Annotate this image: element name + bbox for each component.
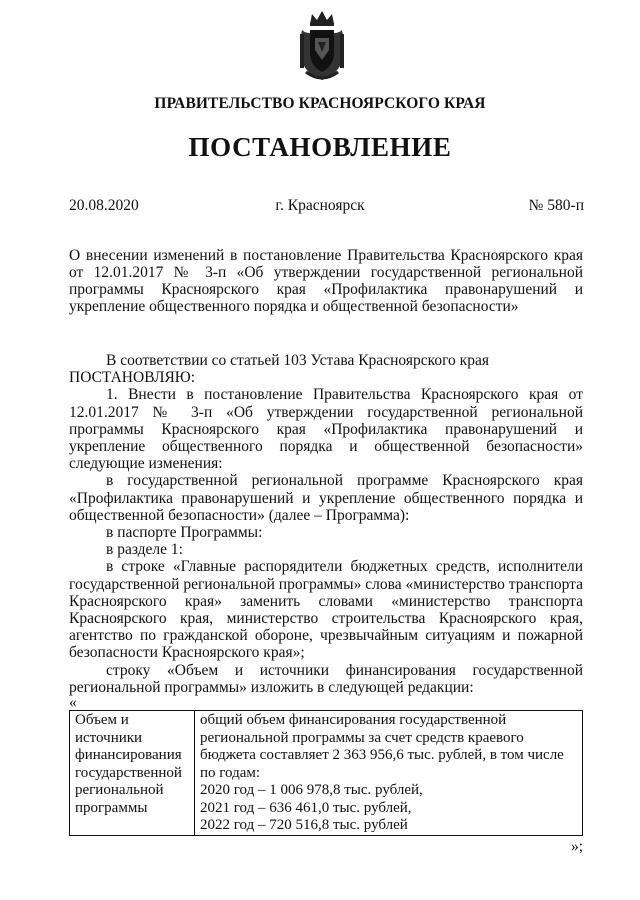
document-body (69, 352, 583, 855)
table-cell-label (70, 711, 195, 836)
label-line: региональной (75, 782, 164, 799)
table-row (70, 711, 583, 836)
document-number: № 580-п (528, 197, 584, 214)
document-city: г. Красноярск (275, 197, 365, 214)
value-line: по годам: (200, 764, 261, 781)
paragraph-section-1: в разделе 1: (106, 541, 183, 559)
label-line: Объем и (75, 712, 129, 729)
value-line: 2022 год – 720 516,8 тыс. рублей (200, 817, 408, 834)
label-line: финансирования (75, 747, 182, 764)
paragraph-passport: в паспорте Программы: (106, 524, 263, 542)
value-line: региональной программы за счет средств краевого (200, 729, 524, 746)
document-type-title: ПОСТАНОВЛЕНИЕ (188, 132, 452, 162)
paragraph-program: в государственной региональной программе Красноярского края «Профилактика правонарушений и укрепление общественного порядка и общественной безопасности» (далее – Программа): (69, 472, 583, 524)
value-line: 2021 год – 636 461,0 тыс. рублей, (200, 799, 412, 816)
paragraph-funding: строку «Объем и источники финансирования государственной региональной программы» изложить в следующей редакции: (69, 661, 583, 696)
value-line: 2020 год – 1 006 978,8 тыс. рублей, (200, 782, 423, 799)
label-line: государственной (75, 764, 182, 781)
document-subject: О внесении изменений в постановление Правительства Красноярского края от 12.01.2017 № 3-п «Об утверждении государственной региональной программы Красноярского края «Профилактика правонарушений и укрепление общественного порядка и общественной безопасности» (69, 247, 583, 315)
quote-close: »; (570, 837, 583, 855)
paragraph-distributors: в строке «Главные распорядители бюджетных средств, исполнители государственной региональной программы» слова «министерство транспорта Красноярского края» заменить словами «министерство транспорта Красноярского края, министерство строительства Красноярского края, агентство по гражданской обороне, чрезвычайным ситуациям и пожарной безопасности Красноярского края»; (69, 558, 583, 662)
funding-table (69, 710, 583, 836)
coat-of-arms-icon (296, 8, 348, 82)
value-line: общий объем финансирования государственной (200, 712, 507, 729)
paragraph-resolve: ПОСТАНОВЛЯЮ: (69, 369, 196, 387)
document-date: 20.08.2020 (69, 197, 139, 214)
label-line: программы (75, 799, 148, 816)
label-line: источники (75, 729, 143, 746)
government-name: ПРАВИТЕЛЬСТВО КРАСНОЯРСКОГО КРАЯ (154, 95, 486, 112)
paragraph-basis: В соответствии со статьей 103 Устава Красноярского края (106, 352, 489, 369)
table-cell-value (195, 711, 583, 836)
quote-open: « (69, 694, 77, 712)
value-line: бюджета составляет 2 363 956,6 тыс. рублей, в том числе (200, 747, 564, 764)
paragraph-item-1: 1. Внести в постановление Правительства Красноярского края от 12.01.2017 № 3-п «Об утверждении государственной региональной программы Красноярского края «Профилактика правонарушений и укрепление общественного порядка и общественной безопасности» следующие изменения: (69, 386, 583, 473)
